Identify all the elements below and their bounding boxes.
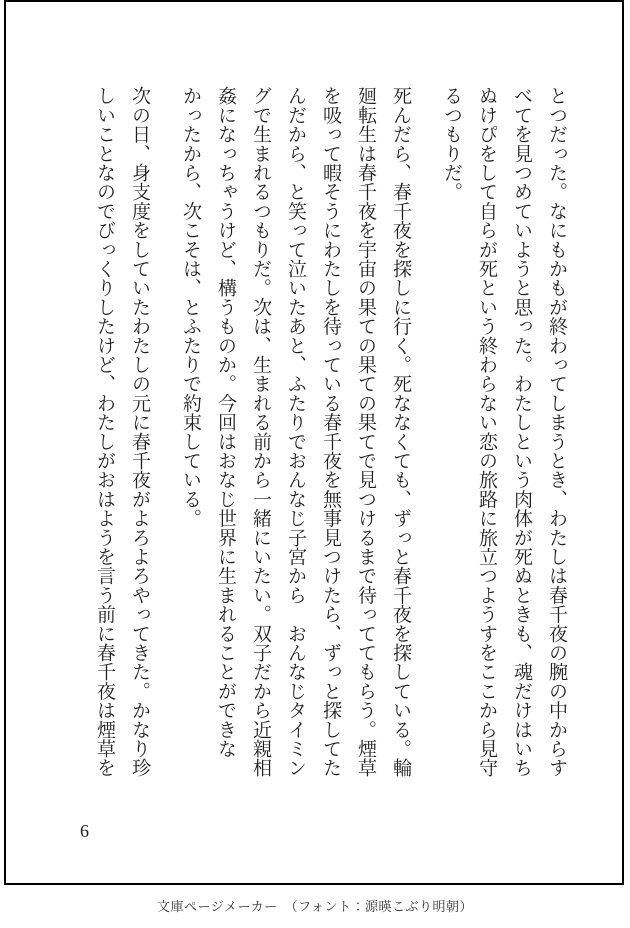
paragraph-2: 死んだら、春千夜を探しに行く。死ななくても、ずっと春千夜を探している。輪廻転生は春千夜を宇宙の果ての果ての果てで見つけるまで待っててもらう。煙草を吸って暇そうにわたしを待っている春千夜を無事見つけたら、ずっと探してたんだから、と笑って泣いたあと、ふたりでおんなじ子宮から おんなじタイミングで生まれるつもりだ。次は、生まれる前から一緒にいたい。双子だから近親相姦になっちゃうけど、構うものか。今回はおなじ世界に生まれることができなかったから、次こそは、とふたりで約束している。: [180, 86, 411, 778]
footer-credit: 文庫ページメーカー （フォント：源暎こぶり明朝）: [157, 899, 473, 914]
paragraph-3: 次の日、身支度をしていたわたしの元に春千夜がよろよろやってきた。かなり珍しいことなのでびっくりしたけど、わたしがおはようを言う前に春千夜は煙草を: [94, 86, 150, 778]
paragraph-1: とつだった。なにもかもが終わってしまうとき、わたしは春千夜の腕の中からすべてを見つめていようと思った。わたしという肉体が死ぬときも、魂だけはいちぬけぴをして自らが死という終わらない恋の旅路に旅立つようすをここから見守るつもりだ。: [441, 86, 567, 778]
page-frame: [4, 0, 624, 885]
page-number: 6: [80, 821, 89, 841]
vertical-body-text: [87, 86, 574, 780]
